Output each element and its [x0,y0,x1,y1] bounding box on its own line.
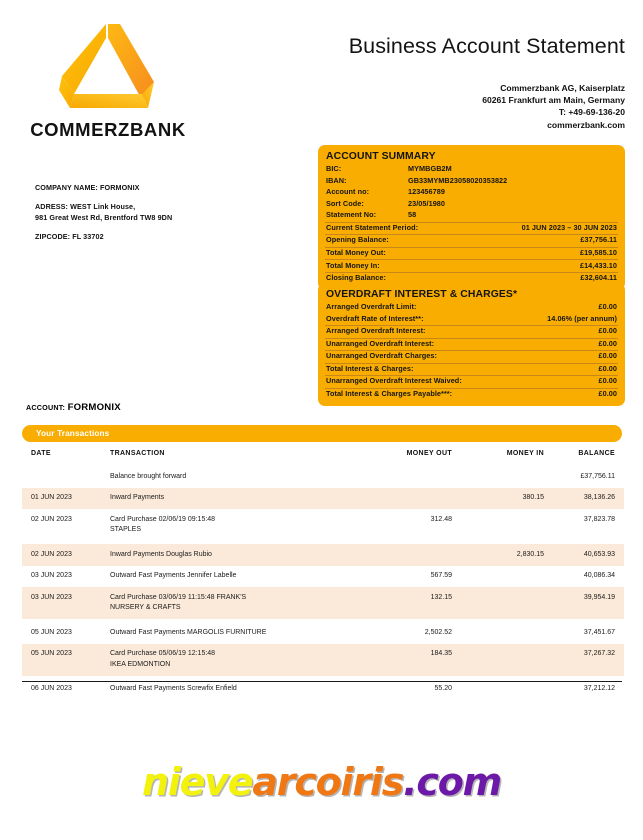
page-header [0,0,643,145]
cell-date: 05 JUN 2023 [22,644,110,676]
customer-address-line-2: 981 Great West Rd, Brentford TW8 9DN [35,212,173,222]
cell-money-out [360,488,452,510]
customer-zipcode: ZIPCODE: FL 33702 [35,232,104,242]
summary-account-no-value: 123456789 [408,187,445,197]
summary-closing-balance-label: Closing Balance: [326,273,386,283]
transactions-header-row [22,448,624,466]
overdraft-unarranged-charges-label: Unarranged Overdraft Charges: [326,351,437,361]
cell-money-out: 2,502.52 [360,622,452,644]
cell-money-in [452,622,544,644]
table-row [22,644,624,676]
customer-address [35,202,172,223]
overdraft-unarranged-charges [325,350,618,363]
table-row [22,622,624,644]
summary-total-money-in [325,259,618,272]
account-holder-value: FORMONIX [67,402,121,413]
column-header-transaction: TRANSACTION [110,450,165,457]
summary-sort-code-label: Sort Code: [326,198,364,208]
overdraft-arranged-limit [325,302,618,314]
overdraft-total-interest-charges-label: Total Interest & Charges: [326,363,414,373]
transactions-banner-label: Your Transactions [36,429,110,438]
bank-phone: T: +49-69-136-20 [558,107,625,118]
page-title: Business Account Statement [348,34,625,58]
cell-money-out: 55.20 [360,679,452,701]
summary-iban-label: IBAN: [326,175,347,185]
account-summary-title: ACCOUNT SUMMARY [326,151,436,162]
overdraft-rate [325,314,618,326]
summary-statement-period-label: Current Statement Period: [326,222,419,232]
cell-transaction: Card Purchase 05/06/19 12:15:48 IKEA EDMONTION [110,644,360,676]
summary-bic-label: BIC: [326,164,342,174]
cell-money-in [452,587,544,619]
cell-transaction: Card Purchase 03/06/19 11:15:48 FRANK'S NURSERY & CRAFTS [110,587,360,619]
column-header-date: DATE [31,450,51,457]
cell-money-in [452,466,544,488]
transactions-table [22,448,624,700]
summary-statement-no [325,210,618,222]
summary-iban-value: GB33MYMB23058020353822 [408,175,508,185]
cell-money-in: 2,830.15 [452,544,544,566]
table-row [22,566,624,588]
cell-money-in [452,509,544,541]
cell-balance: 37,267.32 [544,644,624,676]
table-row [22,466,624,488]
overdraft-total-payable-value: £0.00 [598,389,617,399]
table-row [22,488,624,510]
watermark-part-2: arcoiris [252,760,404,804]
watermark-part-1: nieve [141,760,253,804]
summary-sort-code-value: 23/05/1980 [408,198,446,208]
column-header-money-in: MONEY IN [506,450,544,457]
summary-total-money-in-value: £14,433.10 [579,260,617,270]
cell-balance: 39,954.19 [544,587,624,619]
summary-statement-period-value: 01 JUN 2023 – 30 JUN 2023 [521,222,617,232]
table-row [22,509,624,541]
company-name-line: COMPANY NAME: FORMONIX [35,183,140,192]
summary-opening-balance-label: Opening Balance: [326,235,389,245]
cell-balance: 37,823.78 [544,509,624,541]
account-summary-panel [318,145,625,290]
summary-bic [325,164,618,176]
cell-transaction: Outward Fast Payments Jennifer Labelle [110,566,360,588]
commerzbank-hexagon-logo-icon [18,16,198,116]
bank-address-line-2: 60261 Frankfurt am Main, Germany [482,95,625,106]
table-row [22,544,624,566]
summary-statement-no-value: 58 [408,210,417,220]
overdraft-arranged-limit-label: Arranged Overdraft Limit: [326,302,417,312]
summary-sort-code [325,199,618,211]
overdraft-arranged-interest-value: £0.00 [598,326,617,336]
cell-date [22,466,110,488]
summary-closing-balance-value: £32,604.11 [580,273,617,283]
cell-transaction: Inward Payments Douglas Rubio [110,544,360,566]
cell-balance: £37,756.11 [544,466,624,488]
summary-total-money-out-label: Total Money Out: [326,248,386,258]
cell-date: 03 JUN 2023 [22,587,110,619]
overdraft-arranged-limit-value: £0.00 [598,302,617,312]
cell-date: 02 JUN 2023 [22,509,110,541]
table-row [22,587,624,619]
bank-branding [18,16,198,141]
cell-money-in [452,644,544,676]
cell-money-out: 132.15 [360,587,452,619]
cell-date: 02 JUN 2023 [22,544,110,566]
overdraft-panel [318,283,625,406]
overdraft-arranged-interest-label: Arranged Overdraft Interest: [326,326,426,336]
cell-balance: 40,086.34 [544,566,624,588]
summary-total-money-out [325,247,618,260]
cell-balance: 37,212.12 [544,679,624,701]
overdraft-title: OVERDRAFT INTEREST & CHARGES* [326,289,518,300]
summary-opening-balance [325,234,618,247]
summary-statement-period [325,222,618,235]
transactions-banner [22,425,622,442]
overdraft-rate-value: 14.06% (per annum) [547,313,617,323]
bank-website: commerzbank.com [547,119,625,130]
summary-opening-balance-value: £37,756.11 [580,235,617,245]
cell-date: 05 JUN 2023 [22,622,110,644]
cell-transaction: Outward Fast Payments MARGOLIS FURNITURE [110,622,360,644]
customer-address-line-1: ADRESS: WEST Link House, [35,202,136,212]
account-holder-line [26,402,121,413]
overdraft-interest-waived-label: Unarranged Overdraft Interest Waived: [326,376,462,386]
account-holder-label: ACCOUNT: [26,403,66,412]
overdraft-total-interest-charges-value: £0.00 [598,363,617,373]
cell-balance: 37,451.67 [544,622,624,644]
bank-address-line-1: Commerzbank AG, Kaiserplatz [500,83,625,93]
cell-transaction: Outward Fast Payments Screwfix Enfield [110,679,360,701]
overdraft-unarranged-interest-label: Unarranged Overdraft Interest: [326,338,435,348]
bank-address [482,82,625,131]
transactions-table-head [22,448,624,466]
cell-balance: 40,653.93 [544,544,624,566]
summary-bic-value: MYMBGB2M [408,164,452,174]
cell-date: 03 JUN 2023 [22,566,110,588]
overdraft-unarranged-interest [325,338,618,351]
transactions-table-body [22,466,624,700]
site-watermark [0,760,643,804]
cell-money-out: 184.35 [360,644,452,676]
summary-total-money-out-value: £19,585.10 [579,248,617,258]
overdraft-arranged-interest [325,325,618,338]
cell-money-in [452,566,544,588]
transactions-bottom-rule [22,681,622,682]
overdraft-unarranged-charges-value: £0.00 [598,351,617,361]
summary-iban [325,176,618,188]
watermark-part-3: .com [403,760,502,804]
overdraft-total-payable [325,388,618,401]
bank-name: COMMERZBANK [30,119,186,140]
summary-account-no [325,187,618,199]
cell-money-in: 380.15 [452,488,544,510]
summary-total-money-in-label: Total Money In: [326,260,380,270]
overdraft-unarranged-interest-value: £0.00 [598,338,617,348]
customer-details [35,183,172,243]
summary-statement-no-label: Statement No: [326,210,377,220]
overdraft-rate-label: Overdraft Rate of Interest**: [326,313,424,323]
cell-money-out: 567.59 [360,566,452,588]
overdraft-total-interest-charges [325,363,618,376]
cell-date: 06 JUN 2023 [22,679,110,701]
column-header-money-out: MONEY OUT [406,450,452,457]
cell-money-out [360,466,452,488]
overdraft-interest-waived [325,375,618,388]
cell-transaction: Inward Payments [110,488,360,510]
cell-balance: 38,136.26 [544,488,624,510]
cell-money-out [360,544,452,566]
cell-money-out: 312.48 [360,509,452,541]
overdraft-interest-waived-value: £0.00 [598,376,617,386]
cell-transaction: Balance brought forward [110,466,360,488]
summary-account-no-label: Account no: [326,187,370,197]
cell-transaction: Card Purchase 02/06/19 09:15:48 STAPLES [110,509,360,541]
cell-date: 01 JUN 2023 [22,488,110,510]
column-header-balance: BALANCE [578,450,615,457]
overdraft-total-payable-label: Total Interest & Charges Payable***: [326,389,453,399]
